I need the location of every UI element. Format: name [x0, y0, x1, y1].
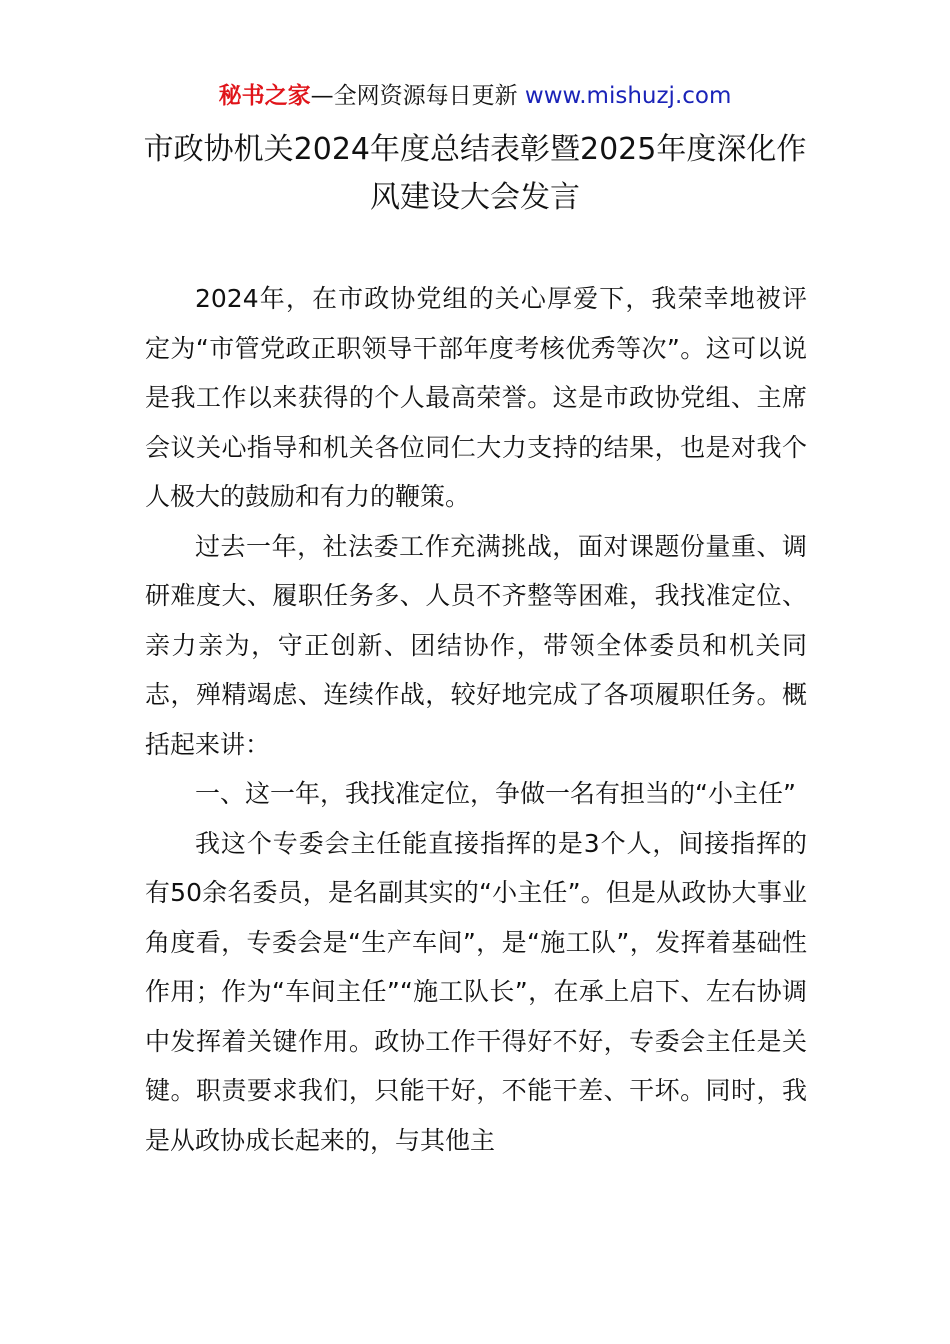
- site-tagline: —全网资源每日更新: [310, 83, 518, 109]
- site-header: [0, 80, 950, 112]
- section-heading-1: 一、这一年，我找准定位，争做一名有担当的“小主任”: [195, 779, 796, 808]
- site-url-link[interactable]: www.mishuzj.com: [524, 83, 732, 109]
- document-title: 市政协机关2024年度总结表彰暨2025年度深化作风建设大会发言: [143, 132, 807, 215]
- paragraph-3: 我这个专委会主任能直接指挥的是3个人，间接指挥的有50余名委员，是名副其实的“小主任”。但是从政协大事业角度看，专委会是“生产车间”，是“施工队”，发挥着基础性作用；作为“车间主任”“施工队长”，在承上启下、左右协调中发挥着关键作用。政协工作干得好不好，专委会主任是关键。职责要求我们，只能干好，不能干差、干坏。同时，我是从政协成长起来的，与其他主: [145, 828, 807, 1155]
- site-brand: 秘书之家: [218, 83, 311, 109]
- paragraph-2: 过去一年，社法委工作充满挑战，面对课题份量重、调研难度大、履职任务多、人员不齐整等困难，我找准定位、亲力亲为，守正创新、团结协作，带领全体委员和机关同志，殚精竭虑、连续作战，较好地完成了各项履职任务。概括起来讲：: [145, 531, 807, 759]
- document-body: [145, 274, 807, 1165]
- paragraph-1: 2024年，在市政协党组的关心厚爱下，我荣幸地被评定为“市管党政正职领导干部年度考核优秀等次”。这可以说是我工作以来获得的个人最高荣誉。这是市政协党组、主席会议关心指导和机关各位同仁大力支持的结果，也是对我个人极大的鼓励和有力的鞭策。: [145, 284, 807, 511]
